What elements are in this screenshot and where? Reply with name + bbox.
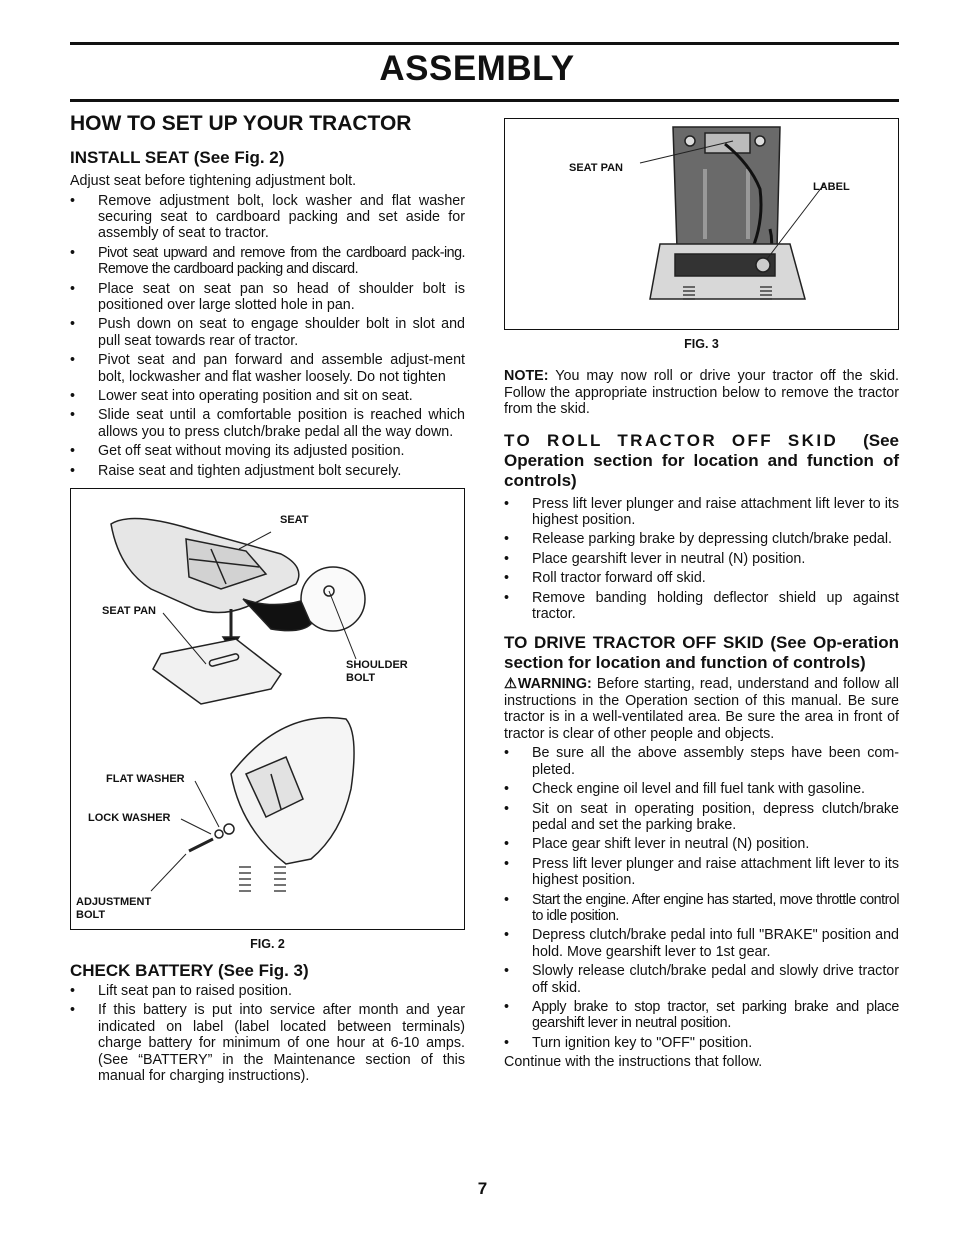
list-item: • Pivot seat and pan forward and assemble adjust-ment bolt, lockwasher and flat washer loosely. Do not tighten (70, 352, 465, 385)
callout-seat-pan: SEAT PAN (569, 162, 623, 174)
roll-off-list (504, 496, 899, 623)
seat-assembly-illustration (71, 489, 464, 929)
page-number: 7 (477, 1179, 488, 1198)
install-seat-intro: Adjust seat before tightening adjustment bolt. (70, 173, 357, 189)
list-item: • Slowly release clutch/brake pedal and slowly drive tractor off skid. (504, 963, 899, 996)
list-item: • Turn ignition key to "OFF" position. (504, 1034, 753, 1051)
list-item: • Lift seat pan to raised position. (70, 983, 292, 999)
install-seat-heading: INSTALL SEAT (See Fig. 2) (70, 148, 285, 167)
list-item: • Apply brake to stop tractor, set parking brake and place gearshift lever in neutral position. (504, 999, 899, 1032)
closing-paragraph: Continue with the instructions that follow. (504, 1054, 763, 1071)
list-item: • If this battery is put into service after month and year indicated on label (label located between terminals) charge battery for minimum of one hour at 6-10 amps. (See “BATTERY” in the Maintenance section of this manual for charging instructions). (70, 1002, 465, 1085)
drive-off-heading: TO DRIVE TRACTOR OFF SKID (See Op-eration section for location and function of controls) (504, 633, 899, 673)
check-battery-list (70, 983, 465, 1084)
list-item: • Raise seat and tighten adjustment bolt securely. (70, 462, 402, 479)
list-item: • Release parking brake by depressing clutch/brake pedal. (504, 531, 893, 548)
list-item: • Remove adjustment bolt, lock washer and flat washer securing seat to cardboard packing and set aside for assembly of seat to tractor. (70, 192, 465, 242)
page-title: ASSEMBLY (379, 49, 575, 88)
list-item: • Get off seat without moving its adjusted position. (70, 443, 405, 460)
battery-compartment-illustration (505, 119, 898, 329)
callout-shoulder-bolt: SHOULDER BOLT (346, 659, 408, 684)
list-item: • Be sure all the above assembly steps have been com-pleted. (504, 745, 899, 778)
callout-adjustment-bolt: ADJUSTMENT BOLT (76, 896, 152, 921)
right-column (504, 118, 899, 1074)
list-item: • Press lift lever plunger and raise attachment lift lever to its highest position. (504, 855, 899, 889)
warning-paragraph: ⚠WARNING: Before starting, read, understand and follow all instructions in the Operation section of this manual. Be sure tractor is in a well-ventilated area. Be sure the area in front of tractor is clear of other people and objects. (504, 676, 899, 742)
list-item: • Slide seat until a comfortable position is reached which allows you to press clutch/brake pedal all the way down. (70, 407, 465, 440)
list-item: • Pivot seat upward and remove from the cardboard pack-ing. Remove the cardboard packing and discard. (70, 244, 465, 278)
list-item: • Check engine oil level and fill fuel tank with gasoline. (504, 781, 865, 798)
install-seat-list (70, 193, 465, 480)
callout-seat-pan: SEAT PAN (102, 605, 156, 617)
check-battery-heading: CHECK BATTERY (See Fig. 3) (70, 961, 309, 980)
figure-2-caption: FIG. 2 (250, 937, 285, 951)
list-item: • Place gear shift lever in neutral (N) position. (504, 836, 810, 853)
list-item: • Depress clutch/brake pedal into full "BRAKE" position and hold. Move gearshift lever to 1st gear. (504, 927, 899, 960)
note-label: NOTE: (504, 368, 549, 384)
note-paragraph: NOTE: You may now roll or drive your tractor off the skid. Follow the appropriate instruction below to remove the tractor from the skid. (504, 368, 899, 417)
figure-3 (504, 118, 899, 330)
callout-label: LABEL (813, 181, 850, 193)
list-item: • Place seat on seat pan so head of shoulder bolt is positioned over large slotted hole in pan. (70, 280, 465, 313)
callout-seat: SEAT (280, 514, 309, 526)
list-item: • Sit on seat in operating position, depress clutch/brake pedal and set the parking brake. (504, 800, 899, 833)
list-item: • Press lift lever plunger and raise attachment lift lever to its highest position. (504, 495, 899, 528)
list-item: • Start the engine. After engine has started, move throttle control to idle position. (504, 891, 899, 924)
list-item: • Roll tractor forward off skid. (504, 570, 706, 587)
top-rule (70, 42, 899, 45)
roll-off-heading: TO ROLL TRACTOR OFF SKID (See Operation section for location and function of controls) (504, 430, 899, 490)
list-item: • Push down on seat to engage shoulder bolt in slot and pull seat towards rear of tractor. (70, 316, 465, 349)
list-item: • Remove banding holding deflector shield up against tractor. (504, 589, 899, 622)
drive-off-list (504, 745, 899, 1051)
callout-lock-washer: LOCK WASHER (88, 812, 171, 824)
figure-3-caption: FIG. 3 (684, 337, 719, 351)
warning-label: ⚠WARNING: (504, 676, 592, 693)
warning-triangle-icon: ⚠ (504, 676, 518, 693)
callout-flat-washer: FLAT WASHER (106, 773, 185, 785)
left-column (70, 112, 465, 1087)
list-item: • Lower seat into operating position and sit on seat. (70, 387, 413, 404)
title-underline (70, 99, 899, 102)
figure-2 (70, 488, 465, 930)
section-title: HOW TO SET UP YOUR TRACTOR (70, 112, 412, 135)
list-item: • Place gearshift lever in neutral (N) position. (504, 550, 806, 567)
